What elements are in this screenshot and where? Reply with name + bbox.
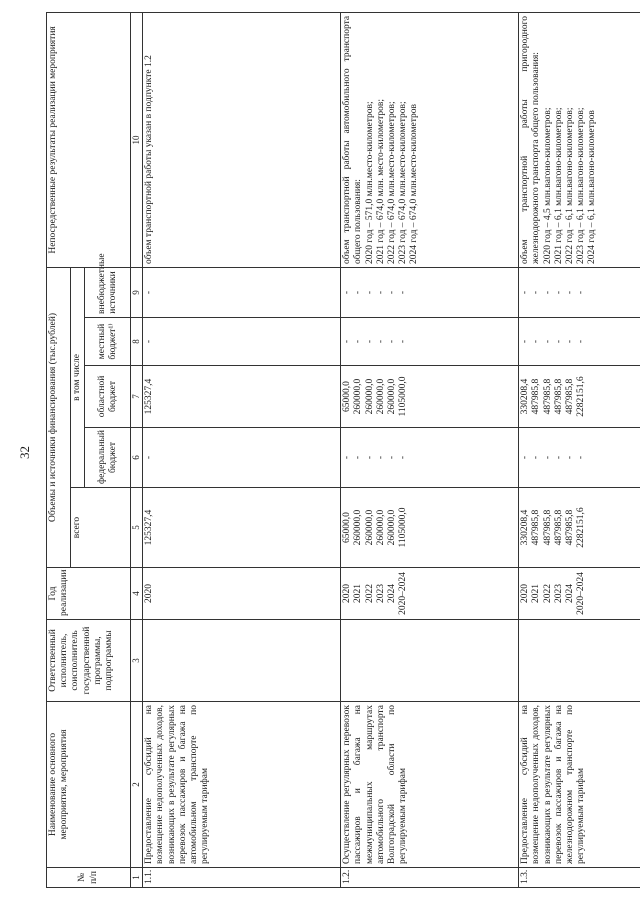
federal-value: - bbox=[576, 455, 587, 460]
year-value: 2020 bbox=[342, 584, 353, 603]
regional-value: 2282151,6 bbox=[576, 376, 587, 417]
regional-value: 487985,8 bbox=[565, 378, 576, 415]
local-value: - bbox=[531, 339, 542, 344]
financing-table bbox=[46, 12, 640, 888]
row-results bbox=[143, 12, 341, 267]
row-regional bbox=[341, 366, 519, 428]
federal-value: - bbox=[342, 455, 353, 460]
header-regional: областной бюджет bbox=[85, 366, 131, 428]
header-num: № п/п bbox=[47, 868, 131, 888]
result-line: 2022 год – 6,1 млн.вагоно-километров; bbox=[565, 107, 576, 264]
row-extra bbox=[341, 267, 519, 317]
result-line: объем транспортной работы указан в подпункте 1.2 bbox=[144, 55, 155, 264]
regional-value: 487985,8 bbox=[531, 378, 542, 415]
row-regional bbox=[143, 366, 341, 428]
extra-value: - bbox=[531, 290, 542, 295]
year-value: 2023 bbox=[375, 584, 386, 603]
row-extra bbox=[143, 267, 341, 317]
row-executor bbox=[143, 620, 341, 702]
row-years bbox=[143, 568, 341, 620]
header-year: Год реализации bbox=[47, 568, 131, 620]
result-line: объем транспортной работы пригородного железнодорожного транспорта общего пользования: bbox=[520, 15, 542, 264]
federal-value: - bbox=[398, 455, 409, 460]
local-value: - bbox=[144, 339, 155, 344]
federal-value: - bbox=[144, 455, 155, 460]
regional-value: 260000,0 bbox=[353, 378, 364, 415]
regional-value: 65000,0 bbox=[342, 381, 353, 412]
year-value: 2022 bbox=[364, 584, 375, 603]
year-value: 2024 bbox=[565, 584, 576, 603]
total-value: 260000,0 bbox=[387, 509, 398, 546]
local-value: - bbox=[565, 339, 576, 344]
row-federal bbox=[519, 428, 640, 488]
extra-value: - bbox=[375, 290, 386, 295]
column-number: 7 bbox=[131, 366, 143, 428]
column-number: 8 bbox=[131, 318, 143, 366]
regional-value: 125327,4 bbox=[144, 378, 155, 415]
regional-value: 487985,8 bbox=[553, 378, 564, 415]
column-number: 6 bbox=[131, 428, 143, 488]
row-name: Осуществление регулярных перевозок пассажиров и багажа на межмуниципальных маршрутах автомобильного транспорта Волгоградской области по регулируемым тарифам bbox=[341, 702, 519, 868]
federal-value: - bbox=[531, 455, 542, 460]
federal-value: - bbox=[553, 455, 564, 460]
local-value: - bbox=[520, 339, 531, 344]
result-line: 2021 год – 6,1 млн.вагоно-километров; bbox=[553, 107, 564, 264]
row-years bbox=[341, 568, 519, 620]
extra-value: - bbox=[553, 290, 564, 295]
regional-value: 330208,4 bbox=[520, 378, 531, 415]
extra-value: - bbox=[144, 290, 155, 295]
column-number: 9 bbox=[131, 267, 143, 317]
total-value: 487985,8 bbox=[542, 509, 553, 546]
federal-value: - bbox=[520, 455, 531, 460]
result-line: 2020 год – 571,0 млн.место-километров; bbox=[364, 101, 375, 264]
row-years bbox=[519, 568, 640, 620]
result-line: 2023 год – 6,1 млн.вагоно-километров; bbox=[576, 107, 587, 264]
total-value: 487985,8 bbox=[553, 509, 564, 546]
total-value: 1105000,0 bbox=[398, 507, 409, 548]
row-total bbox=[341, 488, 519, 568]
extra-value: - bbox=[565, 290, 576, 295]
result-line: 2022 год – 674,0 млн.место-километров; bbox=[387, 101, 398, 264]
header-local: местный бюджет¹⁾ bbox=[85, 318, 131, 366]
local-value: - bbox=[398, 339, 409, 344]
year-value: 2021 bbox=[353, 584, 364, 603]
extra-value: - bbox=[520, 290, 531, 295]
local-value: - bbox=[353, 339, 364, 344]
header-federal: федеральный бюджет bbox=[85, 428, 131, 488]
extra-value: - bbox=[353, 290, 364, 295]
regional-value: 260000,0 bbox=[387, 378, 398, 415]
total-value: 65000,0 bbox=[342, 512, 353, 543]
total-value: 260000,0 bbox=[353, 509, 364, 546]
total-value: 487985,8 bbox=[531, 509, 542, 546]
column-number-row bbox=[131, 12, 143, 887]
total-value: 330208,4 bbox=[520, 509, 531, 546]
header-name: Наименование основного мероприятия, мероприятия bbox=[47, 702, 131, 868]
row-local bbox=[341, 318, 519, 366]
year-value: 2020 bbox=[144, 584, 155, 603]
page-number: 32 bbox=[17, 446, 32, 459]
column-number: 3 bbox=[131, 620, 143, 702]
table-row bbox=[341, 12, 519, 887]
year-value: 2020–2024 bbox=[576, 572, 587, 615]
table-row bbox=[519, 12, 640, 887]
result-line: 2020 год – 4,5 млн.вагоно-километров; bbox=[542, 107, 553, 264]
result-line: 2023 год – 674,0 млн.место-километров; bbox=[398, 101, 409, 264]
table-body bbox=[143, 12, 640, 887]
total-value: 2282151,6 bbox=[576, 507, 587, 548]
header-total: всего bbox=[71, 488, 131, 568]
result-line: 2024 год – 6,1 млн.вагоно-километров bbox=[587, 110, 598, 264]
year-value: 2020–2024 bbox=[398, 572, 409, 615]
column-number: 4 bbox=[131, 568, 143, 620]
rotated-table-wrapper bbox=[46, 13, 640, 888]
row-federal bbox=[341, 428, 519, 488]
column-number: 10 bbox=[131, 12, 143, 267]
result-line: 2021 год – 674,0 млн. место-километров; bbox=[375, 99, 386, 264]
row-total bbox=[519, 488, 640, 568]
row-results bbox=[519, 12, 640, 267]
row-number: 1.2. bbox=[341, 868, 519, 888]
row-local bbox=[519, 318, 640, 366]
year-value: 2020 bbox=[520, 584, 531, 603]
column-number: 5 bbox=[131, 488, 143, 568]
row-executor bbox=[519, 620, 640, 702]
federal-value: - bbox=[353, 455, 364, 460]
total-value: 487985,8 bbox=[565, 509, 576, 546]
row-results bbox=[341, 12, 519, 267]
regional-value: 1105000,0 bbox=[398, 376, 409, 417]
column-number: 1 bbox=[131, 868, 143, 888]
local-value: - bbox=[364, 339, 375, 344]
row-federal bbox=[143, 428, 341, 488]
row-executor bbox=[341, 620, 519, 702]
local-value: - bbox=[576, 339, 587, 344]
local-value: - bbox=[375, 339, 386, 344]
federal-value: - bbox=[565, 455, 576, 460]
year-value: 2023 bbox=[553, 584, 564, 603]
local-value: - bbox=[542, 339, 553, 344]
row-name: Предоставление субсидий на возмещение недополученных доходов, возникающих в результате регулярных перевозок пассажиров и багажа на железнодорожном транспорте по регулируемым тарифам bbox=[519, 702, 640, 868]
federal-value: - bbox=[387, 455, 398, 460]
column-number: 2 bbox=[131, 702, 143, 868]
header-financing: Объемы и источники финансирования (тыс.рублей) bbox=[47, 267, 71, 567]
table-header bbox=[47, 12, 143, 887]
total-value: 260000,0 bbox=[364, 509, 375, 546]
result-line: объем транспортной работы автомобильного транспорта общего пользования: bbox=[342, 15, 364, 264]
extra-value: - bbox=[576, 290, 587, 295]
header-extra: внебюджетные источники bbox=[85, 267, 131, 317]
regional-value: 260000,0 bbox=[375, 378, 386, 415]
year-value: 2021 bbox=[531, 584, 542, 603]
federal-value: - bbox=[542, 455, 553, 460]
header-executor: Ответственный исполнитель, соисполнитель государственной программы, подпрограммы bbox=[47, 620, 131, 702]
row-name: Предоставление субсидий на возмещение недополученных доходов, возникающих в результате регулярных перевозок пассажиров и багажа на автомобильном транспорте по регулируемым тарифам bbox=[143, 702, 341, 868]
header-results: Непосредственные результаты реализации мероприятия bbox=[47, 12, 131, 267]
regional-value: 487985,8 bbox=[542, 378, 553, 415]
row-number: 1.1. bbox=[143, 868, 341, 888]
row-number: 1.3. bbox=[519, 868, 640, 888]
total-value: 260000,0 bbox=[375, 509, 386, 546]
local-value: - bbox=[387, 339, 398, 344]
extra-value: - bbox=[398, 290, 409, 295]
extra-value: - bbox=[342, 290, 353, 295]
extra-value: - bbox=[542, 290, 553, 295]
regional-value: 260000,0 bbox=[364, 378, 375, 415]
local-value: - bbox=[553, 339, 564, 344]
total-value: 125327,4 bbox=[144, 509, 155, 546]
row-regional bbox=[519, 366, 640, 428]
year-value: 2024 bbox=[387, 584, 398, 603]
year-value: 2022 bbox=[542, 584, 553, 603]
header-including: в том числе bbox=[71, 267, 85, 487]
result-line: 2024 год – 674,0 млн.место-километров bbox=[409, 104, 420, 264]
table-row bbox=[143, 12, 341, 887]
local-value: - bbox=[342, 339, 353, 344]
federal-value: - bbox=[375, 455, 386, 460]
federal-value: - bbox=[364, 455, 375, 460]
extra-value: - bbox=[364, 290, 375, 295]
extra-value: - bbox=[387, 290, 398, 295]
row-total bbox=[143, 488, 341, 568]
row-local bbox=[143, 318, 341, 366]
row-extra bbox=[519, 267, 640, 317]
